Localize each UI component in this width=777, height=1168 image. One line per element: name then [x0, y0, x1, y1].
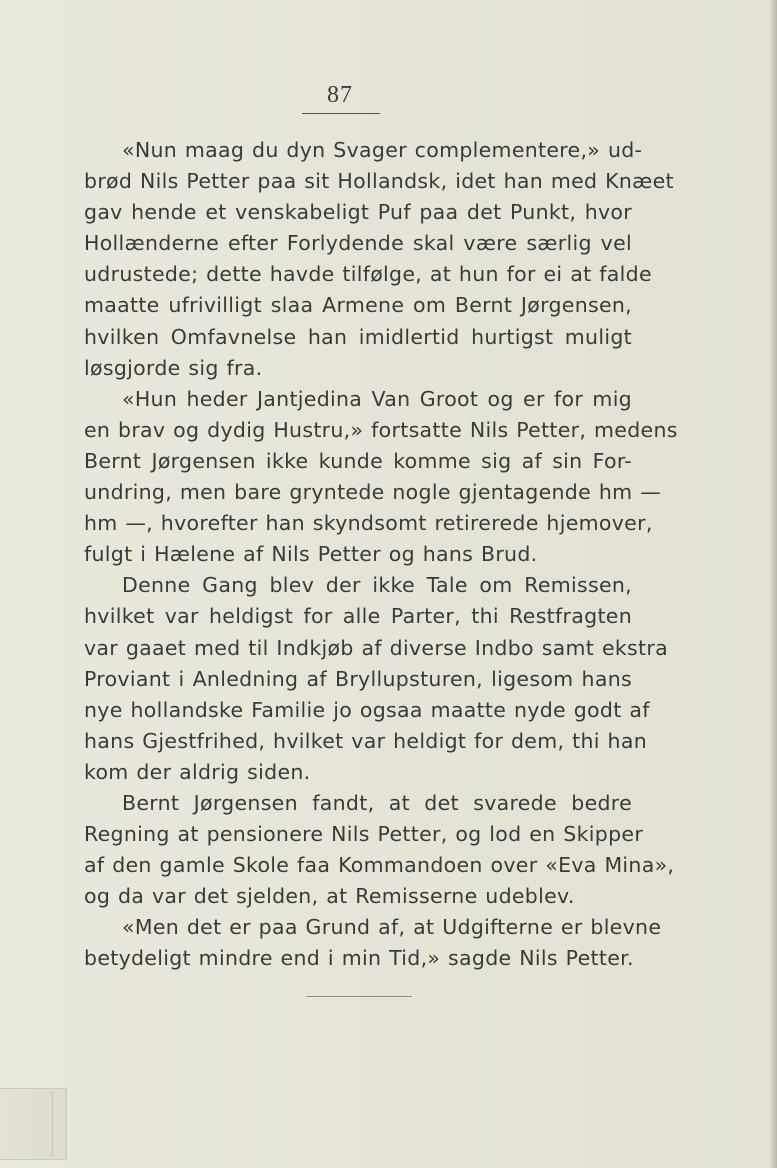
- text-line: af den gamle Skole faa Kommandoen over «Eva Mina»,: [84, 853, 675, 878]
- page-number: 87: [327, 82, 353, 108]
- text-line: hans Gjestfrihed, hvilket var heldigt for dem, thi han: [84, 728, 648, 753]
- text-line: udrustede; dette havde tilfølge, at hun for ei at falde: [84, 262, 652, 287]
- archive-tab-mark: [0, 1088, 67, 1160]
- text-line: og da var det sjelden, at Remisserne udeblev.: [84, 884, 575, 909]
- text-line: Proviant i Anledning af Bryllupsturen, ligesom hans: [84, 666, 632, 691]
- text-line: betydeligt mindre end i min Tid,» sagde Nils Petter.: [84, 946, 634, 971]
- text-line: var gaaet med til Indkjøb af diverse Indbo samt ekstra: [84, 635, 668, 660]
- text-line: gav hende et venskabeligt Puf paa det Punkt, hvor: [84, 200, 632, 225]
- text-line: nye hollandske Familie jo ogsaa maatte nyde godt af: [84, 697, 650, 722]
- text-line: «Hun heder Jantjedina Van Groot og er for mig: [122, 386, 632, 411]
- text-line: kom der aldrig siden.: [84, 759, 311, 784]
- page-edge: [771, 0, 777, 1168]
- text-line: hm —, hvorefter han skyndsomt retirerede hjemover,: [84, 511, 653, 536]
- text-line: hvilket var heldigst for alle Parter, thi Restfragten: [84, 604, 632, 629]
- text-line: «Men det er paa Grund af, at Udgifterne er blevne: [122, 915, 662, 940]
- page-number-underline: [302, 113, 380, 114]
- text-line: «Nun maag du dyn Svager complementere,» ud-: [122, 138, 643, 162]
- text-line: Bernt Jørgensen ikke kunde komme sig af sin For-: [84, 448, 632, 473]
- archive-tab-line: [52, 1091, 53, 1157]
- text-line: undring, men bare gryntede nogle gjentagende hm —: [84, 480, 662, 505]
- text-line: løsgjorde sig fra.: [84, 355, 263, 380]
- text-line: Bernt Jørgensen fandt, at det svarede bedre: [122, 790, 632, 815]
- text-line: en brav og dydig Hustru,» fortsatte Nils Petter, medens: [84, 417, 678, 442]
- text-line: fulgt i Hælene af Nils Petter og hans Brud.: [84, 542, 538, 567]
- text-line: Denne Gang blev der ikke Tale om Remissen,: [122, 573, 632, 598]
- text-line: brød Nils Petter paa sit Hollandsk, idet han med Knæet: [84, 169, 674, 194]
- text-line: Regning at pensionere Nils Petter, og lod en Skipper: [84, 822, 644, 847]
- body-text: [84, 135, 678, 975]
- text-line: maatte ufrivilligt slaa Armene om Bernt Jørgensen,: [84, 293, 632, 318]
- end-rule: [306, 996, 412, 997]
- text-line: Hollænderne efter Forlydende skal være særlig vel: [84, 231, 632, 256]
- text-line: hvilken Omfavnelse han imidlertid hurtigst muligt: [84, 324, 632, 349]
